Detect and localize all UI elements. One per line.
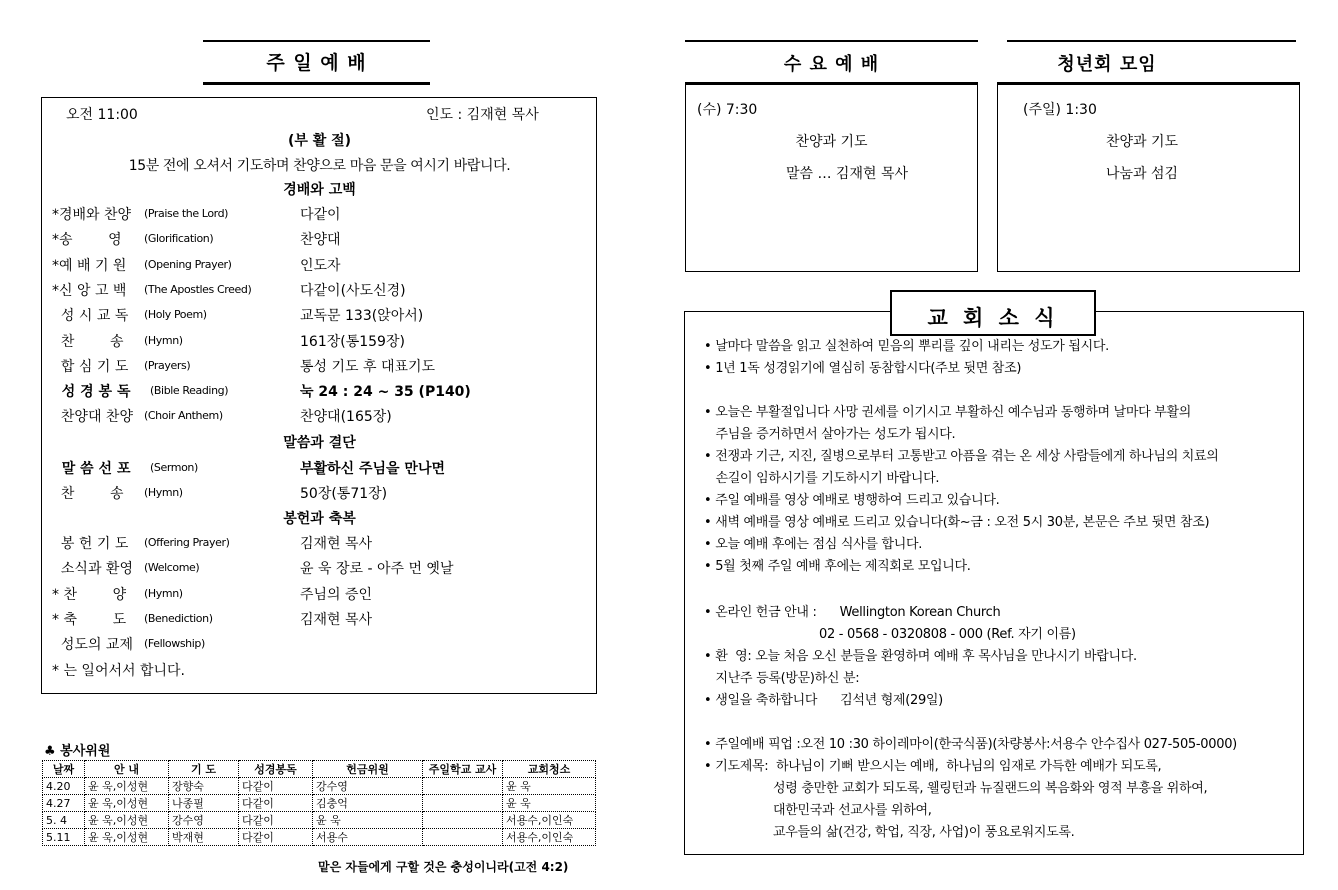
order-row xyxy=(52,458,592,482)
order-value: 주님의 증인 xyxy=(300,586,373,603)
staff-cell: 다같이 xyxy=(239,812,313,829)
staff-cell: 서용수,이인숙 xyxy=(503,812,596,829)
order-value: 다같이(사도신경) xyxy=(300,282,406,299)
news-item: 손길이 임하시기를 기도하시기 바랍니다. xyxy=(704,471,940,486)
order-english: (Benediction) xyxy=(144,611,213,625)
order-row xyxy=(52,305,592,329)
staff-table xyxy=(42,760,596,846)
order-row xyxy=(52,533,592,557)
order-value: 교독문 133(앉아서) xyxy=(300,308,424,325)
staff-cell: 김충억 xyxy=(313,795,423,812)
staff-cell: 윤 욱 xyxy=(503,778,596,795)
order-label: * 축 도 xyxy=(52,611,127,628)
staff-cell xyxy=(423,829,503,846)
staff-header-row xyxy=(43,761,596,778)
staff-cell: 5.11 xyxy=(43,829,85,846)
staff-cell: 다같이 xyxy=(239,795,313,812)
news-item: • 생일을 축하합니다 김석년 형제(29일) xyxy=(704,693,943,708)
order-label: 성 경 봉 독 xyxy=(52,384,131,401)
order-english: (Offering Prayer) xyxy=(144,536,230,549)
staff-cell: 윤 욱 xyxy=(313,812,423,829)
news-item: • 환 영: 오늘 처음 오신 분들을 환영하며 예배 후 목사님을 만나시기 바랍니다. xyxy=(704,649,1137,664)
arrival-notice: 15분 전에 오셔서 기도하며 찬양으로 마음 문을 여시기 바랍니다. xyxy=(128,158,511,174)
order-english: (Hymn) xyxy=(144,333,183,347)
news-item: • 주일예배 픽업 :오전 10 :30 하이레마이(한국식품)(차량봉사:서용수 안수집사 027-505-0000) xyxy=(704,737,1237,752)
standing-footnote: * 는 일어서서 합니다. xyxy=(52,663,185,679)
order-value: 윤 욱 장로 - 아주 먼 옛날 xyxy=(300,561,454,578)
staff-cell: 다같이 xyxy=(239,778,313,795)
order-english: (Choir Anthem) xyxy=(144,409,223,423)
order-row xyxy=(52,229,592,253)
order-row xyxy=(52,584,592,608)
news-item: 대한민국과 선교사를 위하여, xyxy=(704,803,932,818)
order-value: 161장(통159장) xyxy=(300,333,405,350)
section-word: 말씀과 결단 xyxy=(283,435,356,451)
service-time: 오전 11:00 xyxy=(66,107,138,123)
staff-cell: 윤 욱,이성현 xyxy=(85,812,169,829)
staff-header-cell: 헌금위원 xyxy=(313,761,423,778)
news-item: 02 - 0568 - 0320808 - 000 (Ref. 자기 이름) xyxy=(704,627,1076,642)
staff-cell: 나종필 xyxy=(169,795,239,812)
order-label: *예 배 기 원 xyxy=(52,257,127,274)
order-label: 소식과 환영 xyxy=(52,561,133,578)
staff-cell: 강수영 xyxy=(313,778,423,795)
staff-header-cell: 주일학교 교사 xyxy=(423,761,503,778)
staff-cell: 5. 4 xyxy=(43,812,85,829)
order-label: * 찬 양 xyxy=(52,586,127,603)
news-item: • 날마다 말씀을 읽고 실천하여 믿음의 뿌리를 깊이 내리는 성도가 됩시다. xyxy=(704,339,1110,354)
news-item: • 5월 첫째 주일 예배 후에는 제직회로 모입니다. xyxy=(704,559,971,574)
order-label: *송 영 xyxy=(52,232,122,249)
staff-header-cell: 기 도 xyxy=(169,761,239,778)
staff-cell: 박재현 xyxy=(169,829,239,846)
staff-cell: 윤 욱,이성현 xyxy=(85,795,169,812)
order-label: 성도의 교제 xyxy=(52,637,133,654)
staff-cell xyxy=(423,778,503,795)
staff-cell: 윤 욱,이성현 xyxy=(85,778,169,795)
order-label: 합 심 기 도 xyxy=(52,358,129,375)
order-row xyxy=(52,204,592,228)
news-item: • 오늘 예배 후에는 점심 식사를 합니다. xyxy=(704,537,923,552)
staff-cell: 4.27 xyxy=(43,795,85,812)
order-english: (Fellowship) xyxy=(144,637,205,651)
staff-header-cell: 교회청소 xyxy=(503,761,596,778)
order-value: 부활하신 주님을 만나면 xyxy=(300,461,445,477)
staff-cell: 윤 욱,이성현 xyxy=(85,829,169,846)
staff-cell xyxy=(423,795,503,812)
staff-cell: 서용수 xyxy=(313,829,423,846)
order-label: 찬양대 찬양 xyxy=(52,409,133,426)
order-row xyxy=(52,356,592,380)
order-label: 말 씀 선 포 xyxy=(52,461,131,477)
youth-title: 청년회 모임 xyxy=(1057,54,1157,75)
staff-cell: 장향숙 xyxy=(169,778,239,795)
news-item: • 전쟁과 기근, 지진, 질병으로부터 고통받고 아픔을 겪는 온 세상 사람들에게 하나님의 치료의 xyxy=(704,449,1219,464)
order-label: 찬 송 xyxy=(52,486,124,503)
order-label: 찬 송 xyxy=(52,333,124,350)
sunday-title-rule-top xyxy=(203,40,430,42)
order-english: (Welcome) xyxy=(144,561,200,575)
wednesday-title-rule-top xyxy=(685,40,978,42)
news-item: • 온라인 헌금 안내 : Wellington Korean Church xyxy=(704,605,1001,620)
news-item: • 새벽 예배를 영상 예배로 드리고 있습니다(화~금 : 오전 5시 30분, 본문은 주보 뒷면 참조) xyxy=(704,515,1210,530)
order-row xyxy=(52,280,592,304)
staff-cell: 강수영 xyxy=(169,812,239,829)
wednesday-time: (수) 7:30 xyxy=(697,102,758,118)
order-english: (Bible Reading) xyxy=(150,384,229,398)
news-item: • 1년 1독 성경읽기에 열심히 동참합시다(주보 뒷면 참조) xyxy=(704,361,1022,376)
staff-cell: 윤 욱 xyxy=(503,795,596,812)
order-row xyxy=(52,381,592,405)
news-item: 교우들의 삶(건강, 학업, 직장, 사업)이 풍요로워지도록. xyxy=(704,825,1075,840)
order-row xyxy=(52,558,592,582)
order-value: 통성 기도 후 대표기도 xyxy=(300,358,436,375)
order-row xyxy=(52,331,592,355)
staff-cell: 서용수,이인숙 xyxy=(503,829,596,846)
table-row xyxy=(43,778,596,795)
staff-cell: 다같이 xyxy=(239,829,313,846)
news-title: 교 회 소 식 xyxy=(927,306,1059,330)
order-english: (Prayers) xyxy=(144,358,191,372)
table-row xyxy=(43,812,596,829)
wednesday-line1: 찬양과 기도 xyxy=(795,134,868,150)
order-english: (Holy Poem) xyxy=(144,308,207,322)
news-item: 주님을 증거하면서 살아가는 성도가 됩시다. xyxy=(704,427,956,442)
order-row xyxy=(52,255,592,279)
order-english: (Hymn) xyxy=(144,586,183,600)
order-value: 50장(통71장) xyxy=(300,486,388,503)
order-english: (Opening Prayer) xyxy=(144,257,232,271)
news-item: 성령 충만한 교회가 되도록, 웰링턴과 뉴질랜드의 복음화와 영적 부흥을 위하여, xyxy=(704,781,1208,796)
service-leader: 인도 : 김재현 목사 xyxy=(426,107,539,123)
staff-header-cell: 날짜 xyxy=(43,761,85,778)
youth-title-rule-top xyxy=(1007,40,1296,42)
order-row xyxy=(52,406,592,430)
section-offering: 봉헌과 축복 xyxy=(283,511,356,527)
order-value: 김재현 목사 xyxy=(300,611,373,628)
staff-header-cell: 안 내 xyxy=(85,761,169,778)
news-item: 지난주 등록(방문)하신 분: xyxy=(704,671,860,686)
order-english: (Praise the Lord) xyxy=(144,207,229,220)
order-label: *신 앙 고 백 xyxy=(52,282,127,299)
order-label: 성 시 교 독 xyxy=(52,308,129,325)
table-row xyxy=(43,829,596,846)
sunday-title: 주 일 예 배 xyxy=(266,52,367,74)
table-row xyxy=(43,795,596,812)
staff-header-cell: 성경봉독 xyxy=(239,761,313,778)
order-english: (The Apostles Creed) xyxy=(144,282,252,296)
section-worship: 경배와 고백 xyxy=(283,182,356,198)
occasion: (부 활 절) xyxy=(287,133,352,149)
news-item: • 기도제목: 하나님이 기뻐 받으시는 예배, 하나님의 임재로 가득한 예배가 되도록, xyxy=(704,759,1162,774)
order-row xyxy=(52,483,592,507)
order-english: (Hymn) xyxy=(144,486,183,500)
order-label: *경배와 찬양 xyxy=(52,207,132,223)
order-value: 김재현 목사 xyxy=(300,536,373,552)
order-english: (Glorification) xyxy=(144,232,214,246)
staff-title: ♣ 봉사위원 xyxy=(44,744,111,759)
order-value: 인도자 xyxy=(300,257,341,274)
verse: 맡은 자들에게 구할 것은 충성이니라(고전 4:2) xyxy=(318,860,569,874)
order-value: 다같이 xyxy=(300,207,341,223)
sunday-title-rule-bottom xyxy=(203,82,430,85)
order-english: (Sermon) xyxy=(150,461,198,474)
news-item: • 오늘은 부활절입니다 사망 권세를 이기시고 부활하신 예수님과 동행하며 날마다 부활의 xyxy=(704,405,1191,420)
order-value: 찬양대 xyxy=(300,232,341,249)
youth-time: (주일) 1:30 xyxy=(1023,102,1097,118)
wednesday-line2: 말씀 … 김재현 목사 xyxy=(785,166,909,182)
youth-line1: 찬양과 기도 xyxy=(1105,134,1179,150)
youth-line2: 나눔과 섬김 xyxy=(1105,166,1179,182)
order-row xyxy=(52,634,592,658)
order-value: 눅 24 : 24 ~ 35 (P140) xyxy=(300,384,471,401)
order-value: 찬양대(165장) xyxy=(300,409,392,426)
staff-cell xyxy=(423,812,503,829)
order-label: 봉 헌 기 도 xyxy=(52,536,129,552)
news-item: • 주일 예배를 영상 예배로 병행하여 드리고 있습니다. xyxy=(704,493,1000,508)
wednesday-title: 수 요 예 배 xyxy=(783,54,880,75)
order-row xyxy=(52,609,592,633)
staff-cell: 4.20 xyxy=(43,778,85,795)
